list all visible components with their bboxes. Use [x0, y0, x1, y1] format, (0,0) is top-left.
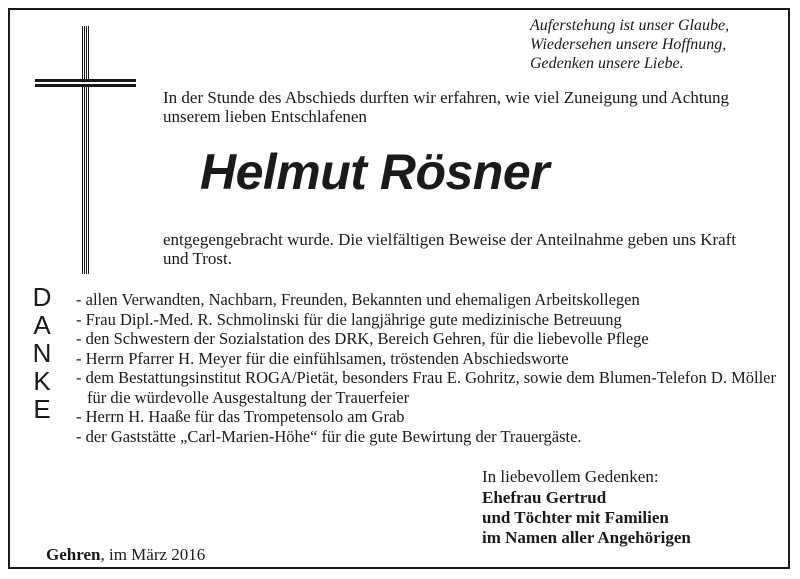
place-town: Gehren	[46, 545, 101, 564]
family-line: und Töchter mit Familien	[482, 508, 669, 527]
danke-letter: D	[32, 282, 52, 312]
thanks-item: - den Schwestern der Sozialstation des DRK, Bereich Gehren, für die liebevolle Pflege	[76, 329, 649, 348]
cross-horizontal-beam	[35, 79, 136, 87]
family-line: Ehefrau Gertrud	[482, 488, 607, 507]
cross-vertical-beam	[82, 26, 89, 274]
motto-line: Wiedersehen unsere Hoffnung,	[530, 36, 727, 53]
place-date	[46, 545, 306, 564]
signoff-text: In liebevollem Gedenken:	[482, 467, 659, 486]
danke-letter: K	[33, 366, 51, 396]
thanks-item: - Frau Dipl.-Med. R. Schmolinski für die langjährige gute medizinische Betreuung	[76, 309, 622, 329]
danke-letter: A	[33, 310, 51, 340]
thanks-item: - dem Bestattungsinstitut ROGA/Pietät, besonders Frau E. Gohritz, sowie dem Blumen-Telefon D. Möller für die würdevolle Ausgestaltung der Trauerfeier	[76, 368, 776, 407]
motto	[530, 16, 790, 73]
danke-letter: E	[33, 394, 51, 424]
place-date-text: , im März 2016	[100, 545, 206, 564]
motto-line: Auferstehung ist unser Glaube,	[530, 17, 730, 34]
outro-text: entgegengebracht wurde. Die vielfältigen Beweise der Anteilnahme geben uns Kraft und Trost.	[163, 230, 737, 268]
thanks-item: - Herrn Pfarrer H. Meyer für die einfühlsamen, tröstenden Abschiedsworte	[76, 348, 569, 368]
thanks-item: - Herrn H. Haaße für das Trompetensolo am Grab	[76, 407, 405, 426]
danke-letter: N	[32, 338, 52, 368]
danke-vertical	[30, 283, 54, 423]
family-signature	[482, 488, 782, 548]
thanks-list	[76, 290, 786, 446]
family-line: im Namen aller Angehörigen	[482, 528, 691, 547]
thanks-item: - allen Verwandten, Nachbarn, Freunden, Bekannten und ehemaligen Arbeitskollegen	[76, 290, 640, 309]
motto-line: Gedenken unsere Liebe.	[530, 55, 684, 72]
intro-text: In der Stunde des Abschieds durften wir erfahren, wie viel Zuneigung und Achtung unserem lieben Entschlafenen	[163, 88, 730, 126]
thanks-item: - der Gaststätte „Carl-Marien-Höhe“ für die gute Bewirtung der Trauergäste.	[76, 426, 582, 446]
deceased-name: Helmut Rösner	[200, 144, 550, 200]
